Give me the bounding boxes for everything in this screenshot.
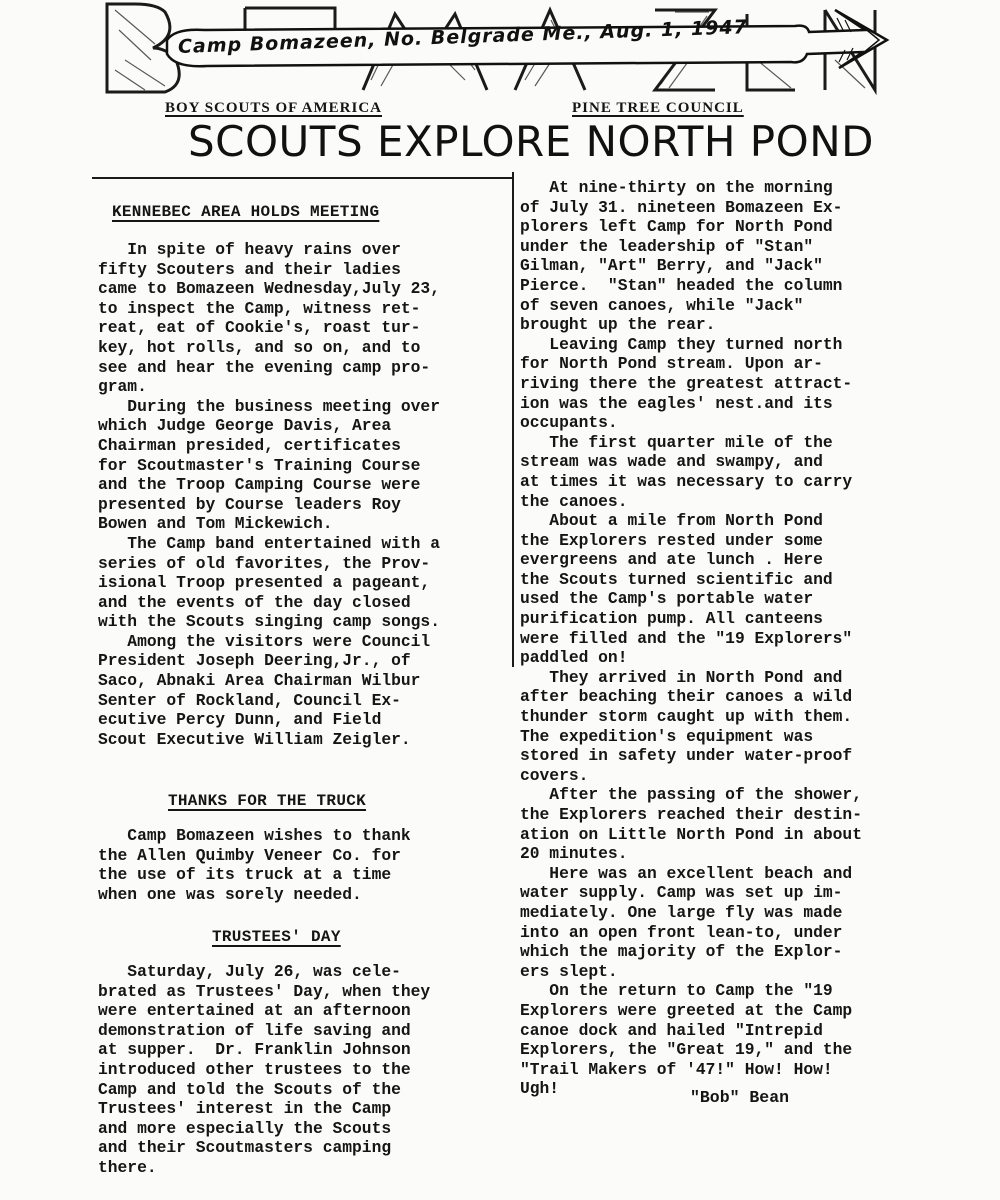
trustees-line: introduced other trustees to the bbox=[98, 1059, 411, 1079]
north-pond-line: used the Camp's portable water bbox=[520, 589, 814, 609]
north-pond-line: were filled and the "19 Explorers" bbox=[520, 628, 853, 648]
north-pond-line: After the passing of the shower, bbox=[520, 785, 862, 805]
truck-line: Camp Bomazeen wishes to thank bbox=[98, 826, 411, 845]
author-signature: "Bob" Bean bbox=[690, 1088, 790, 1107]
north-pond-line: ion was the eagles' nest.and its bbox=[520, 393, 833, 413]
kennebec-line: with the Scouts singing camp songs. bbox=[98, 612, 440, 632]
kennebec-line: fifty Scouters and their ladies bbox=[98, 259, 401, 279]
north-pond-line: covers. bbox=[520, 765, 589, 785]
north-pond-line: 20 minutes. bbox=[520, 844, 628, 864]
kennebec-line: Senter of Rockland, Council Ex- bbox=[98, 690, 401, 710]
kennebec-line: key, hot rolls, and so on, and to bbox=[98, 337, 421, 357]
north-pond-line: the canoes. bbox=[520, 491, 628, 511]
north-pond-line: ers slept. bbox=[520, 961, 618, 981]
north-pond-line: the Explorers reached their destin- bbox=[520, 805, 862, 824]
kennebec-line: Among the visitors were Council bbox=[98, 631, 431, 651]
truck-line: the use of its truck at a time bbox=[98, 865, 392, 885]
north-pond-line: riving there the greatest attract- bbox=[520, 373, 853, 393]
article-heading-trustees: TRUSTEES' DAY bbox=[212, 928, 341, 946]
dateline: Camp Bomazeen, No. Belgrade Me., Aug. 1, 1947 bbox=[177, 16, 749, 58]
column-top-rule bbox=[92, 177, 514, 179]
kennebec-line: series of old favorites, the Prov- bbox=[98, 553, 431, 573]
north-pond-line: into an open front lean-to, under bbox=[520, 922, 843, 942]
org-name-left: BOY SCOUTS OF AMERICA bbox=[165, 100, 382, 116]
north-pond-line: of seven canoes, while "Jack" bbox=[520, 295, 804, 315]
kennebec-line: The Camp band entertained with a bbox=[98, 533, 440, 553]
trustees-line: Trustees' interest in the Camp bbox=[98, 1099, 392, 1119]
kennebec-line: and the events of the day closed bbox=[98, 592, 411, 612]
north-pond-line: Leaving Camp they turned north bbox=[520, 334, 843, 354]
north-pond-line: Explorers were greeted at the Camp bbox=[520, 1000, 853, 1020]
north-pond-line: under the leadership of "Stan" bbox=[520, 236, 814, 256]
article-body-truck bbox=[98, 826, 510, 904]
north-pond-line: Here was an excellent beach and bbox=[520, 863, 853, 883]
trustees-line: brated as Trustees' Day, when they bbox=[98, 981, 431, 1001]
article-body-trustees bbox=[98, 962, 510, 1178]
kennebec-line: Scout Executive William Zeigler. bbox=[98, 729, 411, 749]
kennebec-line: Bowen and Tom Mickewich. bbox=[98, 514, 333, 534]
north-pond-line: At nine-thirty on the morning bbox=[520, 178, 833, 197]
kennebec-line: gram. bbox=[98, 377, 147, 397]
north-pond-line: The first quarter mile of the bbox=[520, 432, 833, 452]
north-pond-line: On the return to Camp the "19 bbox=[520, 981, 833, 1001]
north-pond-line: after beaching their canoes a wild bbox=[520, 687, 853, 707]
north-pond-line: the Explorers rested under some bbox=[520, 530, 823, 550]
trustees-line: at supper. Dr. Franklin Johnson bbox=[98, 1040, 411, 1060]
kennebec-line: to inspect the Camp, witness ret- bbox=[98, 298, 421, 318]
kennebec-line: reat, eat of Cookie's, roast tur- bbox=[98, 318, 421, 338]
kennebec-line: Saco, Abnaki Area Chairman Wilbur bbox=[98, 671, 421, 691]
north-pond-line: mediately. One large fly was made bbox=[520, 902, 843, 922]
north-pond-line: About a mile from North Pond bbox=[520, 511, 823, 531]
kennebec-line: ecutive Percy Dunn, and Field bbox=[98, 710, 382, 730]
north-pond-line: evergreens and ate lunch . Here bbox=[520, 550, 823, 570]
article-heading-truck: THANKS FOR THE TRUCK bbox=[168, 792, 367, 810]
article-heading-kennebec: KENNEBEC AREA HOLDS MEETING bbox=[112, 203, 380, 221]
trustees-line: and more especially the Scouts bbox=[98, 1118, 392, 1138]
trustees-line: there. bbox=[98, 1157, 157, 1177]
main-story-body bbox=[520, 178, 940, 1099]
north-pond-line: paddled on! bbox=[520, 648, 628, 668]
north-pond-line: of July 31. nineteen Bomazeen Ex- bbox=[520, 197, 843, 217]
kennebec-line: see and hear the evening camp pro- bbox=[98, 357, 431, 377]
north-pond-line: purification pump. All canteens bbox=[520, 609, 823, 629]
kennebec-line: Chairman presided, certificates bbox=[98, 435, 401, 455]
page-title: SCOUTS EXPLORE NORTH POND bbox=[188, 117, 874, 166]
north-pond-line: the Scouts turned scientific and bbox=[520, 569, 833, 589]
kennebec-line: During the business meeting over bbox=[98, 396, 440, 416]
north-pond-line: Gilman, "Art" Berry, and "Jack" bbox=[520, 256, 823, 276]
north-pond-line: thunder storm caught up with them. bbox=[520, 707, 853, 727]
north-pond-line: "Trail Makers of '47!" How! How! bbox=[520, 1059, 833, 1079]
kennebec-line: and the Troop Camping Course were bbox=[98, 475, 421, 495]
trustees-line: Camp and told the Scouts of the bbox=[98, 1079, 401, 1099]
truck-line: when one was sorely needed. bbox=[98, 884, 362, 904]
north-pond-line: plorers left Camp for North Pond bbox=[520, 217, 833, 237]
trustees-line: demonstration of life saving and bbox=[98, 1020, 411, 1040]
north-pond-line: occupants. bbox=[520, 413, 618, 433]
kennebec-line: In spite of heavy rains over bbox=[98, 240, 401, 259]
north-pond-line: which the majority of the Explor- bbox=[520, 942, 843, 962]
north-pond-line: Explorers, the "Great 19," and the bbox=[520, 1040, 853, 1060]
trustees-line: Saturday, July 26, was cele- bbox=[98, 962, 401, 981]
north-pond-line: brought up the rear. bbox=[520, 315, 716, 335]
truck-line: the Allen Quimby Veneer Co. for bbox=[98, 845, 401, 865]
north-pond-line: at times it was necessary to carry bbox=[520, 471, 853, 491]
kennebec-line: for Scoutmaster's Training Course bbox=[98, 455, 421, 475]
north-pond-line: The expedition's equipment was bbox=[520, 726, 814, 746]
kennebec-line: presented by Course leaders Roy bbox=[98, 494, 401, 514]
north-pond-line: canoe dock and hailed "Intrepid bbox=[520, 1020, 823, 1040]
column-divider bbox=[512, 172, 514, 667]
kennebec-line: came to Bomazeen Wednesday,July 23, bbox=[98, 279, 440, 299]
kennebec-line: President Joseph Deering,Jr., of bbox=[98, 651, 411, 671]
kennebec-line: which Judge George Davis, Area bbox=[98, 416, 392, 436]
north-pond-line: Pierce. "Stan" headed the column bbox=[520, 275, 843, 295]
trustees-line: and their Scoutmasters camping bbox=[98, 1138, 392, 1158]
north-pond-line: stream was wade and swampy, and bbox=[520, 452, 823, 472]
north-pond-line: ation on Little North Pond in about bbox=[520, 824, 862, 844]
north-pond-line: for North Pond stream. Upon ar- bbox=[520, 354, 823, 374]
article-body-kennebec bbox=[98, 240, 510, 749]
org-name-right: PINE TREE COUNCIL bbox=[572, 100, 744, 116]
north-pond-line: stored in safety under water-proof bbox=[520, 746, 853, 766]
north-pond-line: They arrived in North Pond and bbox=[520, 667, 843, 687]
trustees-line: were entertained at an afternoon bbox=[98, 1001, 411, 1021]
kennebec-line: isional Troop presented a pageant, bbox=[98, 573, 431, 593]
north-pond-line: Ugh! bbox=[520, 1079, 560, 1099]
north-pond-line: water supply. Camp was set up im- bbox=[520, 883, 843, 903]
